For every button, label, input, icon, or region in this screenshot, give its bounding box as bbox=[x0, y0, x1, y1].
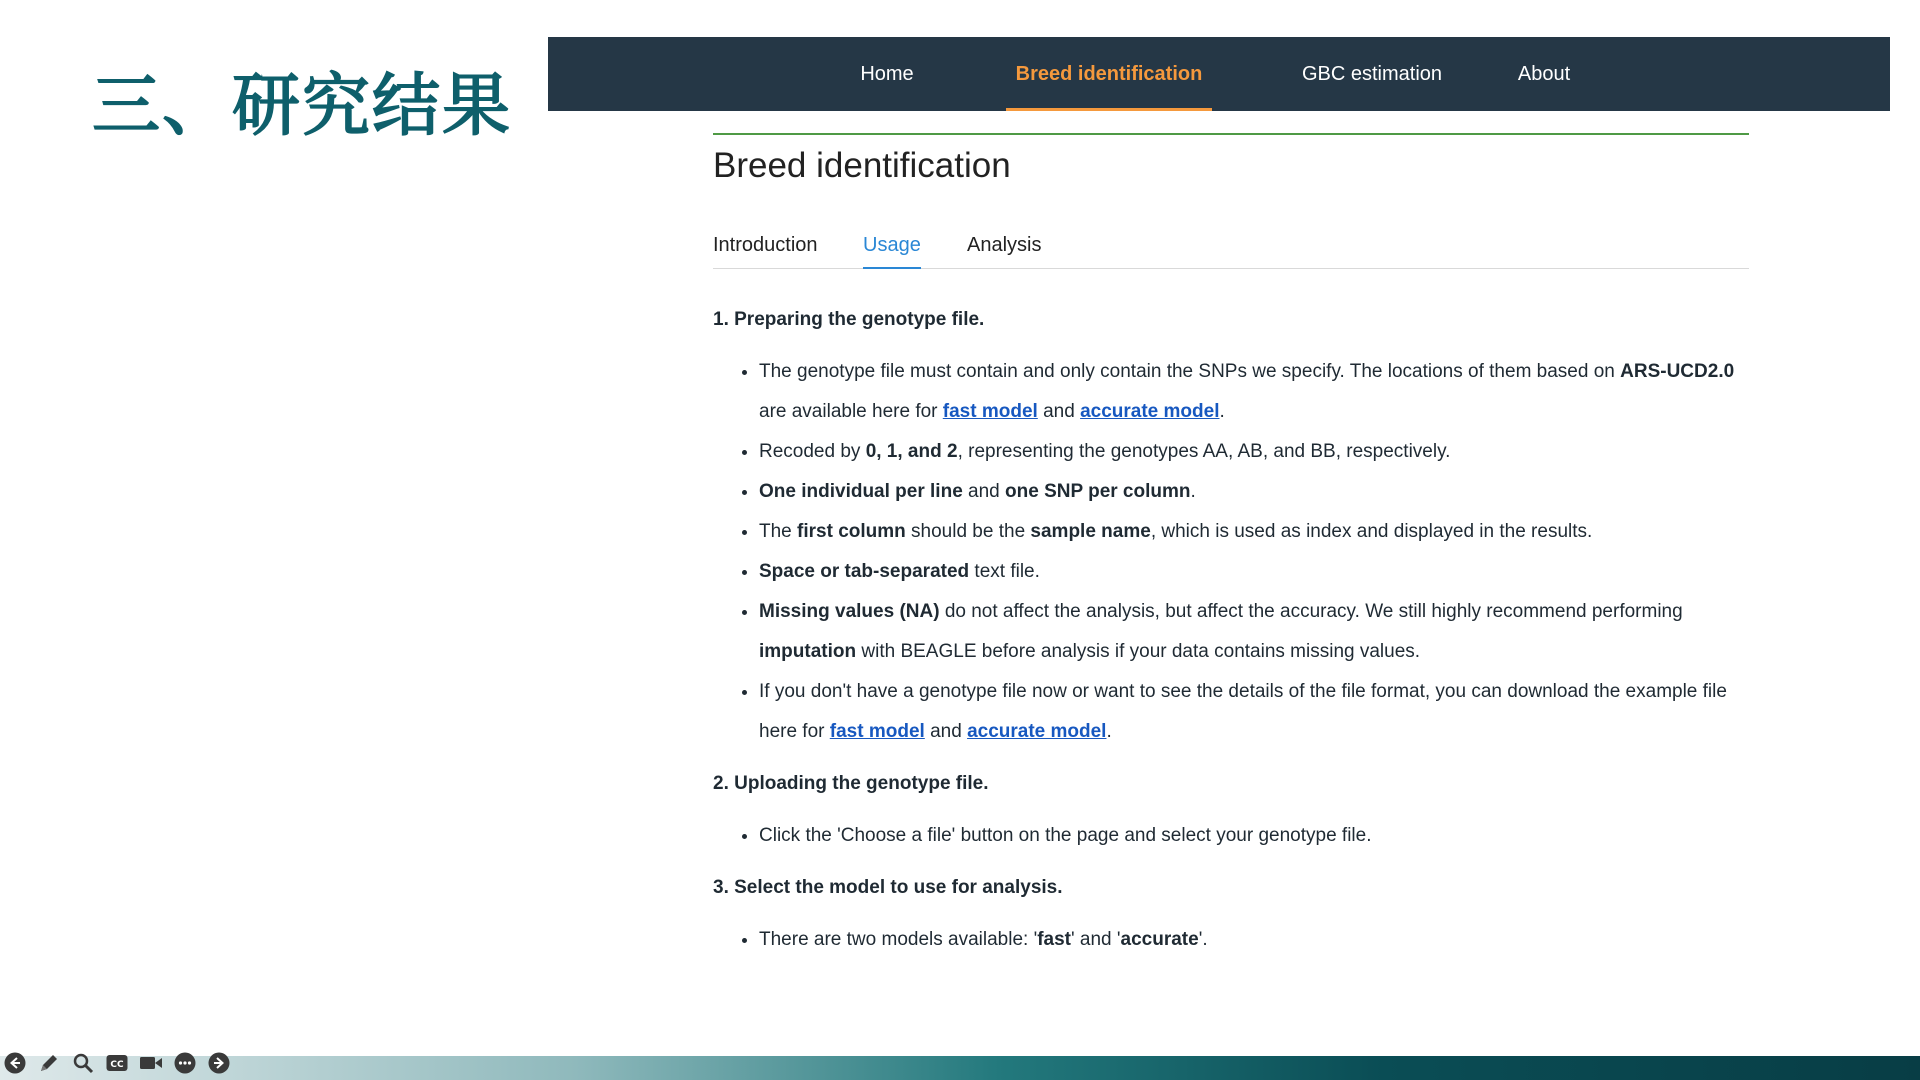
bullet-list bbox=[713, 352, 1753, 752]
bold-text: first column bbox=[797, 521, 906, 542]
text: do not affect the analysis, but affect the accuracy. We still highly recommend performing bbox=[939, 601, 1683, 622]
text: . bbox=[1219, 401, 1225, 422]
section-heading: 3. Select the model to use for analysis. bbox=[713, 877, 1063, 898]
text: with BEAGLE before analysis if your data contains missing values. bbox=[856, 641, 1421, 662]
bold-text: accurate bbox=[1120, 929, 1199, 950]
bold-text: 0, 1, and 2 bbox=[865, 441, 958, 462]
bold-text: Missing values (NA) bbox=[759, 601, 940, 622]
text: ' and ' bbox=[1071, 929, 1121, 950]
heading-divider bbox=[713, 133, 1749, 135]
fast-model-example-link[interactable]: fast model bbox=[829, 721, 925, 742]
bold-text: one SNP per column bbox=[1005, 481, 1191, 502]
nav-breed-identification[interactable]: Breed identification bbox=[1006, 37, 1212, 111]
nav-about[interactable]: About bbox=[1517, 63, 1571, 85]
magnifier-icon[interactable] bbox=[70, 1050, 96, 1076]
text: and bbox=[1037, 401, 1081, 422]
tab-introduction[interactable]: Introduction bbox=[713, 234, 818, 256]
tab-bar bbox=[713, 230, 1749, 269]
text: , representing the genotypes AA, AB, and BB, respectively. bbox=[957, 441, 1451, 462]
bold-text: imputation bbox=[759, 641, 857, 662]
text: and bbox=[924, 721, 968, 742]
slide-footer-bar bbox=[0, 1056, 1920, 1080]
text: text file. bbox=[969, 561, 1040, 582]
text: The bbox=[759, 521, 798, 542]
text: are available here for bbox=[759, 401, 943, 422]
site-navbar bbox=[548, 37, 1890, 111]
list-item bbox=[759, 432, 1753, 472]
bold-text: One individual per line bbox=[759, 481, 963, 502]
bold-text: ARS-UCD2.0 bbox=[1620, 361, 1735, 382]
list-item bbox=[759, 512, 1753, 552]
text: , which is used as index and displayed in the results. bbox=[1150, 521, 1593, 542]
svg-text:CC: CC bbox=[110, 1060, 124, 1070]
text: . bbox=[1106, 721, 1112, 742]
video-camera-icon[interactable] bbox=[138, 1050, 164, 1076]
bullet-list bbox=[713, 816, 1753, 856]
section-heading: 2. Uploading the genotype file. bbox=[713, 773, 989, 794]
list-item bbox=[759, 592, 1753, 672]
nav-home[interactable]: Home bbox=[860, 63, 914, 85]
pen-icon[interactable] bbox=[36, 1050, 62, 1076]
nav-gbc-estimation[interactable]: GBC estimation bbox=[1301, 63, 1443, 85]
fast-model-snp-link[interactable]: fast model bbox=[942, 401, 1038, 422]
accurate-model-snp-link[interactable]: accurate model bbox=[1080, 401, 1220, 422]
text: . bbox=[1190, 481, 1196, 502]
bold-text: fast bbox=[1037, 929, 1072, 950]
accurate-model-example-link[interactable]: accurate model bbox=[967, 721, 1107, 742]
list-item bbox=[759, 352, 1753, 432]
tab-analysis[interactable]: Analysis bbox=[967, 234, 1042, 256]
text: Click the 'Choose a file' button on the page and select your genotype file. bbox=[759, 825, 1372, 846]
presentation-toolbar bbox=[2, 1050, 232, 1076]
forward-arrow-icon[interactable] bbox=[206, 1050, 232, 1076]
bullet-list bbox=[713, 920, 1753, 960]
text: There are two models available: ' bbox=[759, 929, 1038, 950]
usage-content bbox=[713, 300, 1753, 972]
back-arrow-icon[interactable] bbox=[2, 1050, 28, 1076]
text: If you don't have a genotype file now or want to see the details of the file format, you can download the example file here for bbox=[759, 681, 1727, 742]
page-title: Breed identification bbox=[713, 146, 1011, 185]
bold-text: sample name bbox=[1030, 521, 1151, 542]
list-item bbox=[759, 816, 1753, 856]
list-item bbox=[759, 672, 1753, 752]
list-item bbox=[759, 472, 1753, 512]
section-heading: 1. Preparing the genotype file. bbox=[713, 309, 985, 330]
text: The genotype file must contain and only contain the SNPs we specify. The locations of them based on bbox=[759, 361, 1621, 382]
text: Recoded by bbox=[759, 441, 866, 462]
tab-usage[interactable]: Usage bbox=[863, 234, 921, 256]
closed-caption-icon[interactable] bbox=[104, 1050, 130, 1076]
text: '. bbox=[1198, 929, 1208, 950]
text: should be the bbox=[905, 521, 1031, 542]
list-item bbox=[759, 552, 1753, 592]
more-options-icon[interactable] bbox=[172, 1050, 198, 1076]
text: and bbox=[962, 481, 1006, 502]
slide-title: 三、研究结果 bbox=[92, 67, 513, 146]
bold-text: Space or tab-separated bbox=[759, 561, 970, 582]
list-item bbox=[759, 920, 1753, 960]
